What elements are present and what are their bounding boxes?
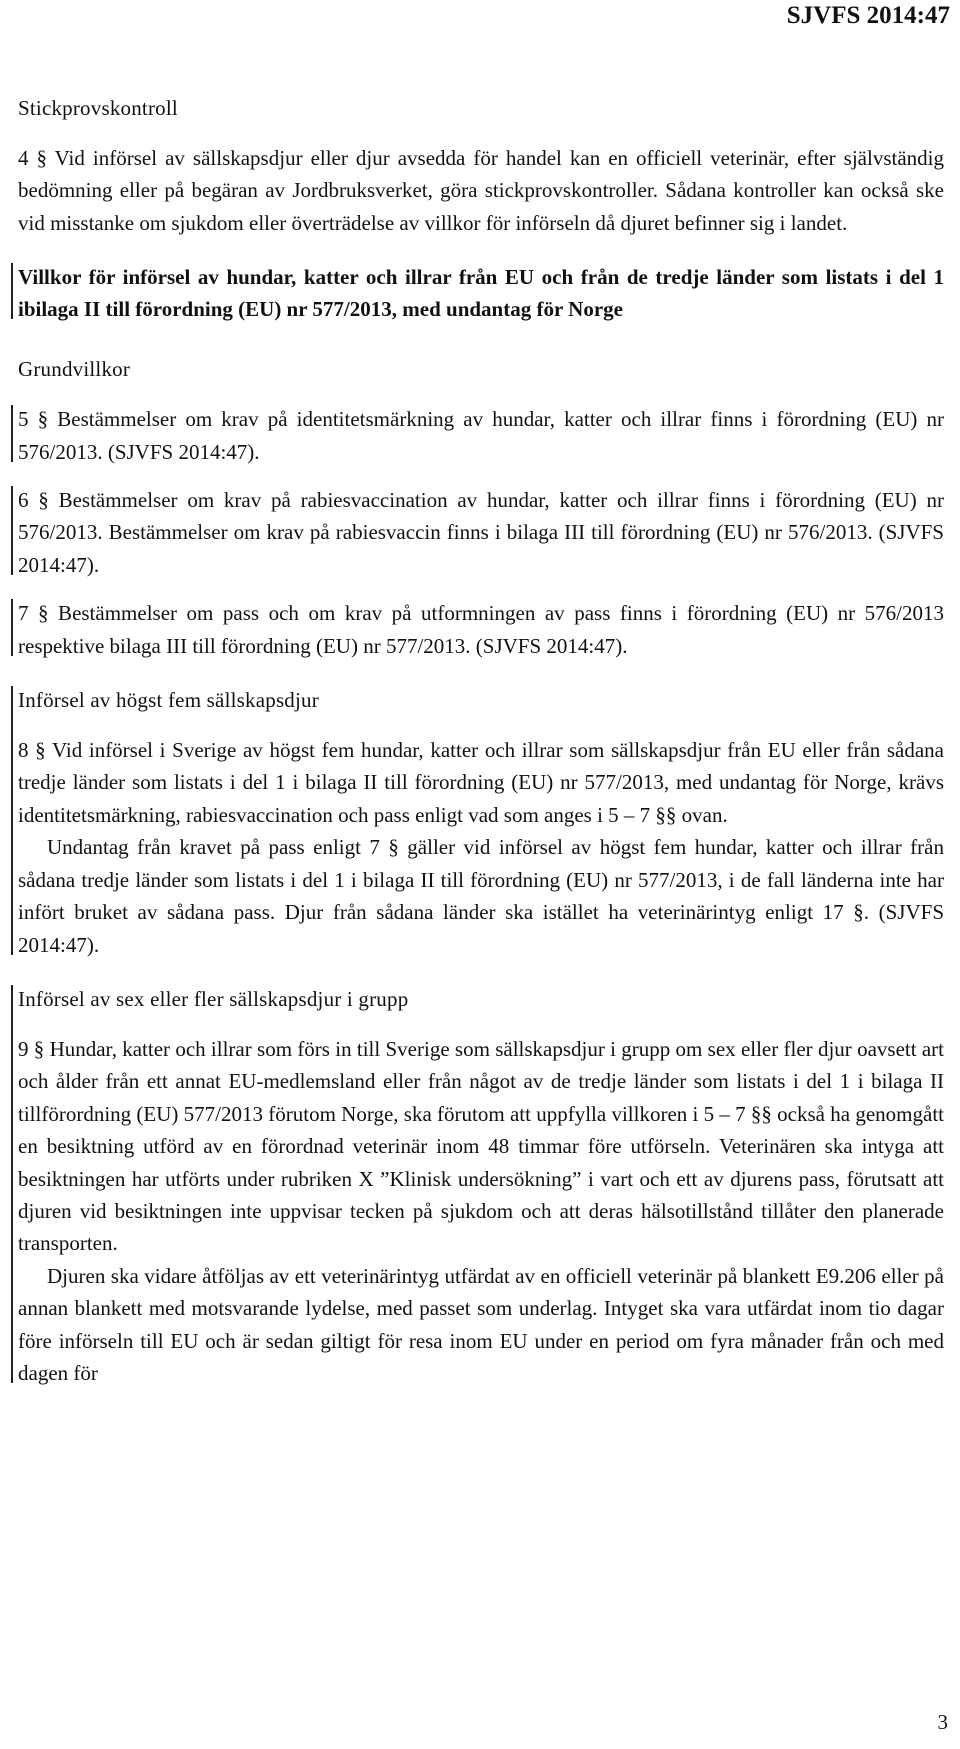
- paragraph-6: 6 § Bestämmelser om krav på rabiesvaccination av hundar, katter och illrar finns i förordning (EU) nr 576/2013. Bestämmelser om krav på rabiesvaccin finns i bilaga III till förordning (EU) nr 576/2013. (SJVFS 2014:47).: [18, 484, 944, 581]
- paragraph-9-continued: Djuren ska vidare åtföljas av ett veterinärintyg utfärdat av en officiell veterinär på blankett E9.206 eller på annan blankett med motsvarande lydelse, med passet som underlag. Intyget ska vara utfärdat inom tio dagar före införseln till EU och är sedan giltigt för resa inom EU under en period om fyra månader från och med dagen för: [18, 1263, 944, 1385]
- section-sex-eller-fler: [18, 983, 944, 1389]
- section-hogst-fem: [18, 684, 944, 961]
- section-heading: Införsel av sex eller fler sällskapsdjur i grupp: [18, 986, 409, 1011]
- paragraph-7: 7 § Bestämmelser om pass och om krav på utformningen av pass finns i förordning (EU) nr 576/2013 respektive bilaga III till förordning (EU) nr 577/2013. (SJVFS 2014:47).: [18, 597, 944, 662]
- document-body: [18, 92, 944, 1411]
- section-heading: Införsel av högst fem sällskapsdjur: [18, 688, 319, 713]
- section-heading: Grundvillkor: [18, 357, 131, 382]
- paragraph-9: 9 § Hundar, katter och illrar som förs in till Sverige som sällskapsdjur i grupp om sex eller fler djur oavsett art och ålder från ett annat EU-medlemsland eller från något av de tredje länder som listats i del 1 i bilaga II tillförordning (EU) 577/2013 förutom Norge, ska förutom att uppfylla villkoren i 5 – 7 §§ också ha genomgått en besiktning utförd av en förordnad veterinär inom 48 timmar före utförseln. Veterinären ska intyga att besiktningen har utförts under rubriken X ”Klinisk undersökning” i vart och ett av djurens pass, förutsatt att djuren vid besiktningen inte uppvisar tecken på sjukdom och att deras hälsotillstånd tillåter den planerade transporten.: [18, 1036, 944, 1256]
- paragraph-8: 8 § Vid införsel i Sverige av högst fem hundar, katter och illrar som sällskapsdjur från EU eller från sådana tredje länder som listats i del 1 i bilaga II till förordning (EU) nr 577/2013, med undantag för Norge, krävs identitetsmärkning, rabiesvaccination och pass enligt vad som anges i 5 – 7 §§ ovan.: [18, 738, 944, 827]
- paragraph-4: 4 § Vid införsel av sällskapsdjur eller djur avsedda för handel kan en officiell veterinär, efter självständig bedömning eller på begäran av Jordbruksverket, göra stickprovskontroller. Sådana kontroller kan också ske vid misstanke om sjukdom eller överträdelse av villkor för införseln då djuret befinner sig i landet.: [18, 146, 944, 235]
- paragraph-5: 5 § Bestämmelser om krav på identitetsmärkning av hundar, katter och illrar finns i förordning (EU) nr 576/2013. (SJVFS 2014:47).: [18, 403, 944, 468]
- paragraph-8-continued: Undantag från kravet på pass enligt 7 § gäller vid införsel av högst fem hundar, katter och illrar från sådana tredje länder som listats i del 1 i bilaga II till förordning (EU) nr 577/2013, i de fall länderna inte har infört bruket av sådana pass. Djur från sådana länder ska istället ha veterinärintyg enligt 17 §. (SJVFS 2014:47).: [18, 835, 944, 957]
- chapter-heading: Villkor för införsel av hundar, katter och illrar från EU och från de tredje länder som listats i del 1 ibilaga II till förordning (EU) nr 577/2013, med undantag för Norge: [18, 261, 944, 325]
- section-stickprovskontroll: [18, 92, 944, 239]
- page-number: 3: [937, 1710, 948, 1734]
- section-grundvillkor: [18, 353, 944, 662]
- document-reference: SJVFS 2014:47: [786, 2, 950, 29]
- section-heading: Stickprovskontroll: [18, 96, 178, 120]
